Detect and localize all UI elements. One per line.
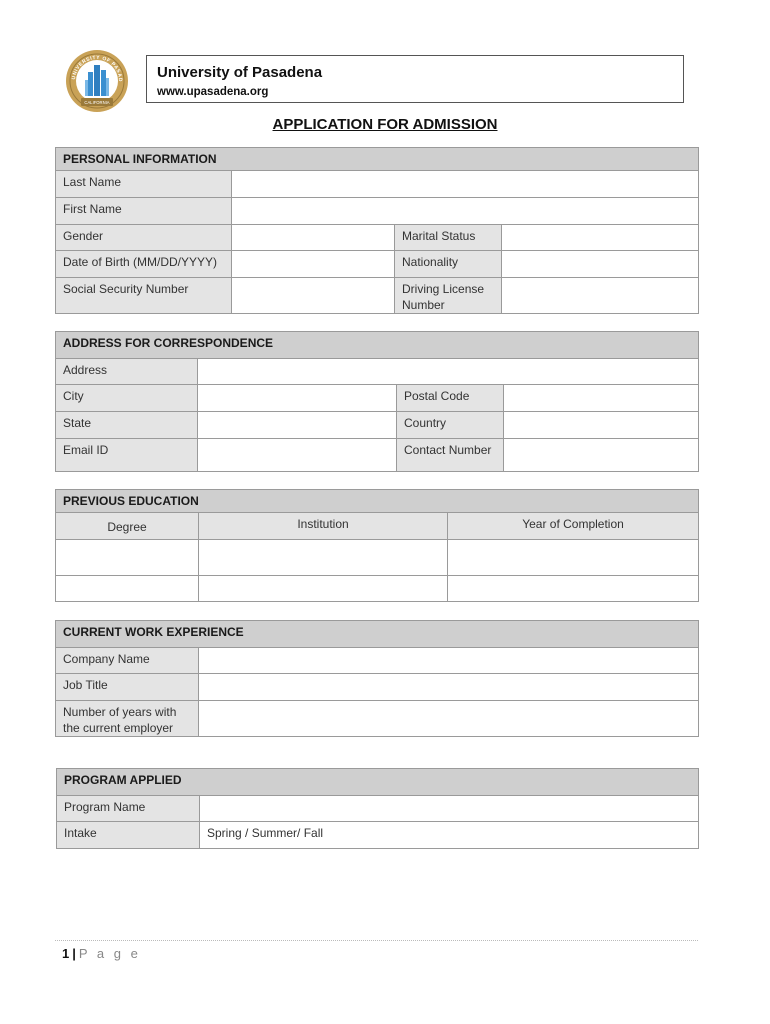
contact-number-field[interactable] (504, 439, 699, 472)
company-name-label: Company Name (56, 648, 199, 674)
education-heading: PREVIOUS EDUCATION (56, 490, 699, 513)
footer-divider (55, 940, 698, 941)
address-field[interactable] (198, 359, 699, 385)
header-box (146, 55, 684, 103)
city-label: City (56, 385, 198, 412)
intake-field[interactable]: Spring / Summer/ Fall (200, 822, 699, 849)
university-name: University of Pasadena (157, 64, 323, 81)
year-column-header: Year of Completion (448, 513, 699, 540)
first-name-label: First Name (56, 198, 232, 225)
country-label: Country (397, 412, 504, 439)
contact-number-label: Contact Number (397, 439, 504, 472)
driving-license-field[interactable] (502, 278, 699, 314)
last-name-label: Last Name (56, 171, 232, 198)
intake-label: Intake (57, 822, 200, 849)
program-name-label: Program Name (57, 796, 200, 822)
state-field[interactable] (198, 412, 397, 439)
ssn-field[interactable] (232, 278, 395, 314)
dob-field[interactable] (232, 251, 395, 278)
logo-ring-text: UNIVERSITY OF PASAD (70, 54, 124, 83)
education-row-2-degree[interactable] (56, 576, 199, 602)
postal-code-label: Postal Code (397, 385, 504, 412)
nationality-field[interactable] (502, 251, 699, 278)
last-name-field[interactable] (232, 171, 699, 198)
program-heading: PROGRAM APPLIED (57, 769, 699, 796)
city-field[interactable] (198, 385, 397, 412)
program-section (56, 768, 699, 849)
driving-license-label: Driving License Number (395, 278, 502, 314)
company-name-field[interactable] (199, 648, 699, 674)
program-name-field[interactable] (200, 796, 699, 822)
email-label: Email ID (56, 439, 198, 472)
page-word: P a g e (78, 946, 141, 961)
logo-ribbon-text: CALIFORNIA (84, 100, 110, 105)
university-website[interactable]: www.upasadena.org (157, 86, 269, 98)
address-heading: ADDRESS FOR CORRESPONDENCE (56, 332, 699, 359)
years-with-employer-field[interactable] (199, 701, 699, 737)
page-number: 1 (62, 946, 70, 961)
education-row-2-year[interactable] (448, 576, 699, 602)
dob-label: Date of Birth (MM/DD/YYYY) (56, 251, 232, 278)
work-heading: CURRENT WORK EXPERIENCE (56, 621, 699, 648)
degree-column-header: Degree (56, 513, 199, 540)
university-logo (63, 48, 131, 114)
page-footer (62, 946, 141, 961)
first-name-field[interactable] (232, 198, 699, 225)
address-section (55, 331, 699, 472)
institution-column-header: Institution (199, 513, 448, 540)
state-label: State (56, 412, 198, 439)
address-label: Address (56, 359, 198, 385)
nationality-label: Nationality (395, 251, 502, 278)
gender-field[interactable] (232, 225, 395, 251)
postal-code-field[interactable] (504, 385, 699, 412)
personal-info-heading: PERSONAL INFORMATION (56, 148, 699, 171)
personal-info-section (55, 147, 699, 314)
footer-separator: | (72, 946, 76, 961)
education-row-2-institution[interactable] (199, 576, 448, 602)
education-row-1-degree[interactable] (56, 540, 199, 576)
country-field[interactable] (504, 412, 699, 439)
education-row-1-year[interactable] (448, 540, 699, 576)
education-row-1-institution[interactable] (199, 540, 448, 576)
job-title-label: Job Title (56, 674, 199, 701)
years-with-employer-label: Number of years with the current employer (56, 701, 199, 737)
marital-status-label: Marital Status (395, 225, 502, 251)
gender-label: Gender (56, 225, 232, 251)
education-section (55, 489, 699, 602)
email-field[interactable] (198, 439, 397, 472)
marital-status-field[interactable] (502, 225, 699, 251)
job-title-field[interactable] (199, 674, 699, 701)
work-section (55, 620, 699, 737)
form-title: APPLICATION FOR ADMISSION (272, 116, 498, 133)
ssn-label: Social Security Number (56, 278, 232, 314)
